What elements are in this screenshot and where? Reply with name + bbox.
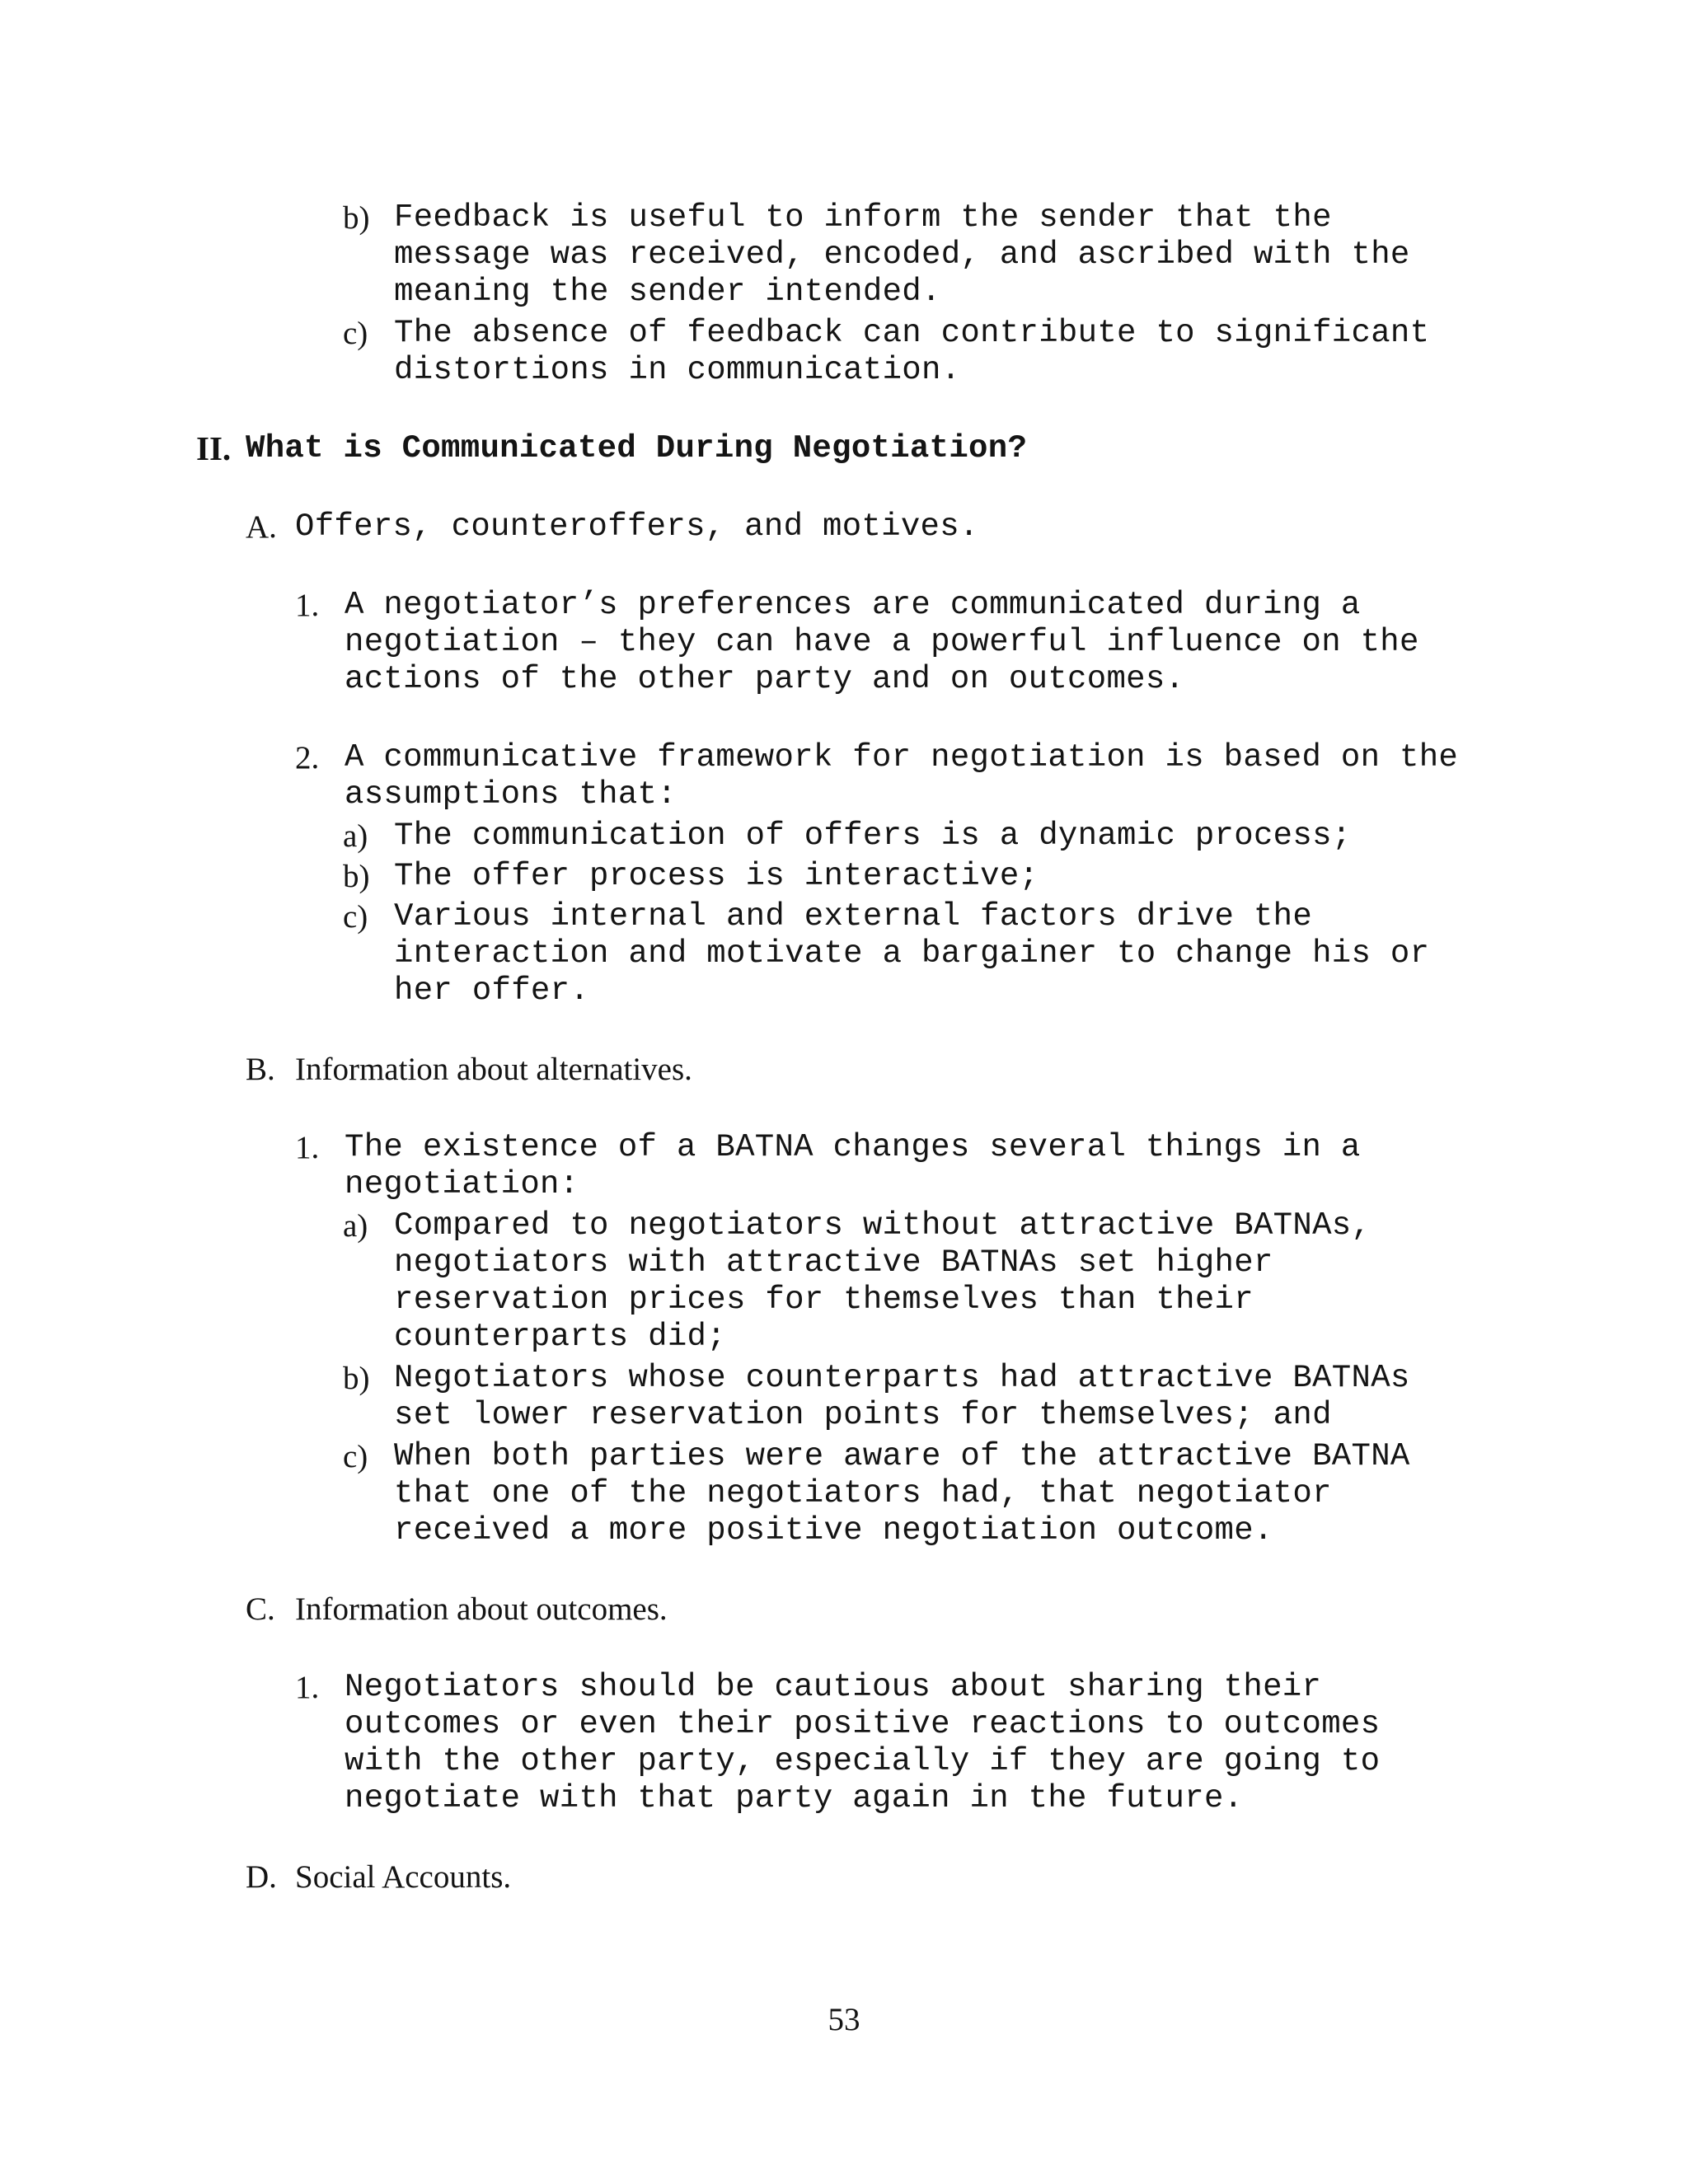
list-marker-b: b) [343, 200, 370, 236]
item-marker-1: 1. [295, 1130, 320, 1165]
outcomes-item-line-2: outcomes or even their positive reactions to outcomes [345, 1706, 1381, 1742]
batna-c-line-3: received a more positive negotiation outcome. [394, 1512, 1273, 1549]
subsection-marker-a: A. [246, 509, 277, 545]
item-marker-1: 1. [295, 1670, 320, 1705]
batna-a-line-3: reservation prices for themselves than their [394, 1282, 1254, 1318]
subsection-marker-c: C. [246, 1591, 275, 1627]
item-marker-2: 2. [295, 740, 320, 776]
section-title: What is Communicated During Negotiation? [246, 430, 1028, 466]
outcomes-item-line-3: with the other party, especially if they are going to [345, 1743, 1381, 1779]
subsection-marker-b: B. [246, 1052, 275, 1087]
factors-item-line-1: Various internal and external factors drive the [394, 898, 1313, 935]
feedback-item-b-line-1: Feedback is useful to inform the sender that the [394, 199, 1332, 236]
feedback-item-b-line-3: meaning the sender intended. [394, 274, 941, 310]
feedback-item-c-line-1: The absence of feedback can contribute to significant [394, 315, 1430, 351]
preferences-item-line-3: actions of the other party and on outcomes. [345, 661, 1185, 697]
item-marker-1: 1. [295, 588, 320, 623]
outcomes-item-line-4: negotiate with that party again in the future. [345, 1780, 1244, 1816]
feedback-item-b-line-2: message was received, encoded, and ascribed with the [394, 237, 1410, 273]
outcomes-item-line-1: Negotiators should be cautious about sharing their [345, 1669, 1322, 1705]
batna-a-line-2: negotiators with attractive BATNAs set higher [394, 1244, 1273, 1281]
framework-item-line-1: A communicative framework for negotiation is based on the [345, 739, 1459, 776]
subsection-marker-d: D. [246, 1859, 277, 1895]
subsection-heading-outcomes: Information about outcomes. [295, 1591, 668, 1627]
batna-b-line-1: Negotiators whose counterparts had attractive BATNAs [394, 1360, 1410, 1396]
list-marker-c: c) [343, 316, 368, 351]
subsection-heading-alternatives: Information about alternatives. [295, 1052, 692, 1087]
subsection-heading-social-accounts: Social Accounts. [295, 1859, 512, 1895]
list-marker-b: b) [343, 859, 370, 894]
list-marker-c: c) [343, 1439, 368, 1474]
offers-dynamic-line: The communication of offers is a dynamic process; [394, 818, 1352, 854]
batna-a-line-1: Compared to negotiators without attractive BATNAs, [394, 1207, 1372, 1244]
section-numeral: II. [196, 429, 232, 467]
list-marker-a: a) [343, 818, 368, 854]
factors-item-line-3: her offer. [394, 972, 590, 1009]
preferences-item-line-1: A negotiator’s preferences are communicated during a [345, 587, 1361, 623]
list-marker-a: a) [343, 1208, 368, 1244]
list-marker-c: c) [343, 899, 368, 935]
offers-interactive-line: The offer process is interactive; [394, 858, 1039, 894]
batna-item-line-2: negotiation: [345, 1166, 579, 1202]
batna-c-line-2: that one of the negotiators had, that negotiator [394, 1475, 1332, 1511]
preferences-item-line-2: negotiation – they can have a powerful influence on the [345, 624, 1419, 660]
batna-a-line-4: counterparts did; [394, 1319, 726, 1355]
list-marker-b: b) [343, 1361, 370, 1396]
page-number: 53 [828, 2002, 860, 2037]
framework-item-line-2: assumptions that: [345, 776, 677, 813]
batna-b-line-2: set lower reservation points for themselves; and [394, 1397, 1332, 1433]
subsection-heading-offers: Offers, counteroffers, and motives. [295, 509, 979, 545]
batna-c-line-1: When both parties were aware of the attractive BATNA [394, 1438, 1410, 1474]
factors-item-line-2: interaction and motivate a bargainer to change his or [394, 935, 1430, 972]
feedback-item-c-line-2: distortions in communication. [394, 352, 961, 388]
batna-item-line-1: The existence of a BATNA changes several things in a [345, 1129, 1361, 1165]
